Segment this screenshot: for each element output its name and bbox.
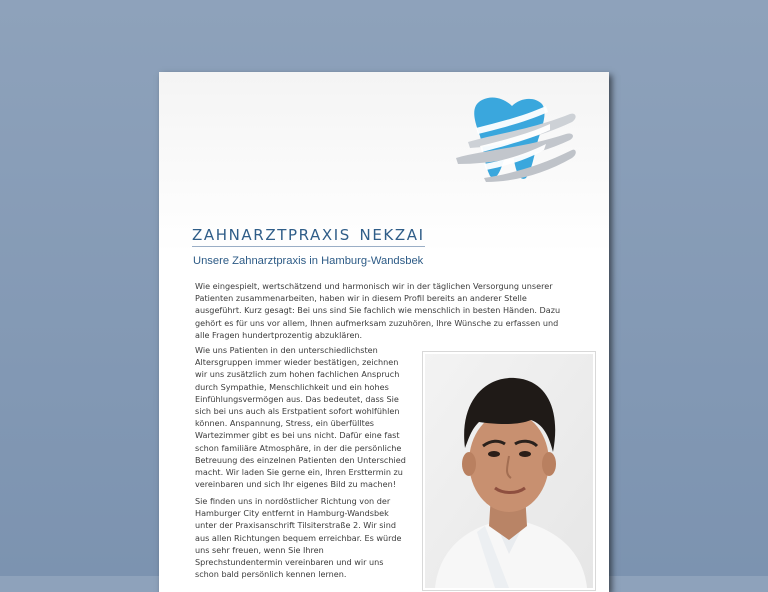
patients-paragraph: Wie uns Patienten in den unterschiedlichsten Altersgruppen immer wieder bestätigen, zeichnen wir uns zusätzlich zum hohen fachlichen Anspruch durch Sympathie, Menschlichkeit und ein hohes Einfühlungsvermögen aus. Das bedeutet, dass Sie sich bei uns auch als Erstpatient sofort wohlfühlen können. Anspannung, Stress, ein überfülltes Wartezimmer gibt es bei uns nicht. Dafür eine fast schon familiäre Atmosphäre, in der die persönliche Betreuung des einzelnen Patienten den Unterschied macht. Wir laden Sie gerne ein, Ihren Ersttermin zu vereinbaren und sich Ihr eigenes Bild zu machen!	[195, 345, 406, 490]
dentist-portrait	[422, 351, 596, 591]
page-subtitle: Unsere Zahnarztpraxis in Hamburg-Wandsbek	[193, 255, 424, 267]
intro-paragraph: Wie eingespielt, wertschätzend und harmonisch wir in der täglichen Versorgung unserer Patienten zusammenarbeiten, haben wir in diesem Profil bereits an anderer Stelle ausgeführt. Kurz gesagt: Bei uns sind Sie fachlich wie menschlich in besten Händen. Dazu gehört es für uns vor allem, Ihnen aufmerksam zuzuhören, Ihre Wünsche zu erfassen und alle Fragen hundertprozentig abzuklären.	[195, 281, 561, 340]
location-paragraph: Sie finden uns in nordöstlicher Richtung von der Hamburger City entfernt in Hamburg-Wandsbek unter der Praxisanschrift Tilsiterstraße 2. Wir sind aus allen Richtungen bequem erreichbar. Es würde uns sehr freuen, wenn Sie Ihren Sprechstundentermin vereinbaren und wir uns schon bald persönlich kennen lernen.	[195, 496, 402, 580]
tooth-swoosh-icon	[454, 94, 579, 184]
page-title: zahnarztpraxis nekzai	[192, 221, 425, 246]
profile-page	[159, 72, 609, 592]
